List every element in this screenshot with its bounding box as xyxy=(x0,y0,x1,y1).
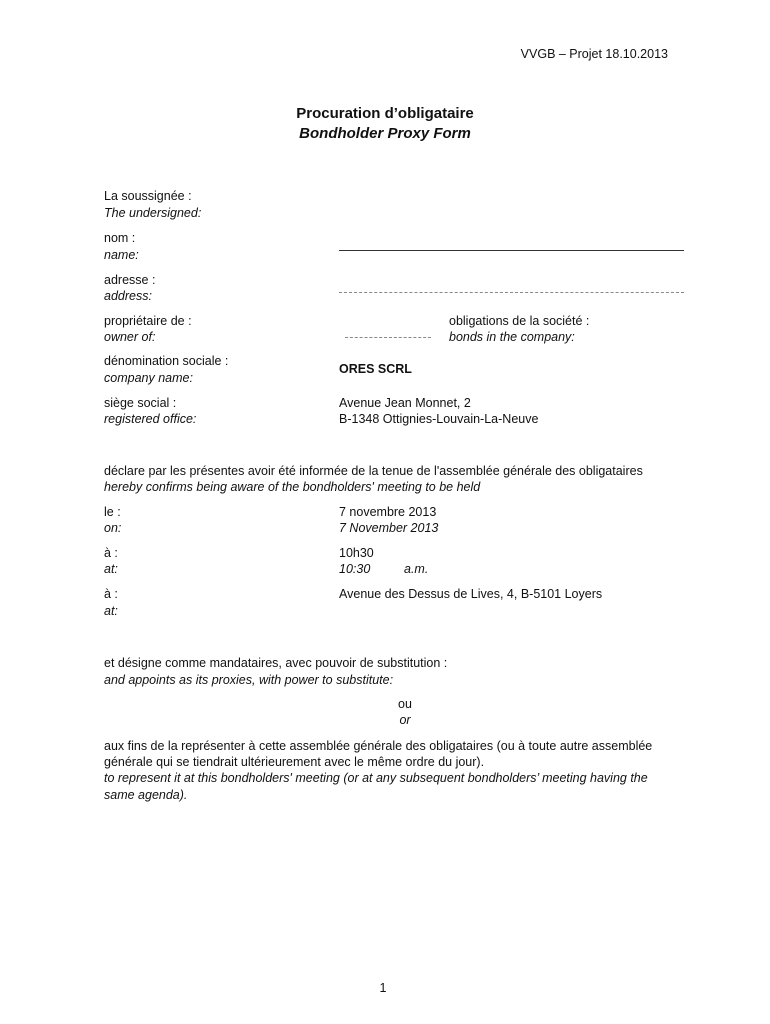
address-label-fr: adresse : xyxy=(104,273,156,287)
time-label-en: at: xyxy=(104,562,118,576)
registered-office-label-en: registered office: xyxy=(104,412,197,426)
registered-office-label-fr: siège social : xyxy=(104,396,177,410)
time-value-en: 10:30 xyxy=(339,562,371,576)
company-name-label-fr: dénomination sociale : xyxy=(104,354,229,368)
date-label-en: on: xyxy=(104,521,122,535)
place-label-en: at: xyxy=(104,604,118,618)
name-label-fr: nom : xyxy=(104,231,136,245)
date-value-fr: 7 novembre 2013 xyxy=(339,505,437,519)
time-value-fr: 10h30 xyxy=(339,546,374,560)
registered-office-line2: B-1348 Ottignies-Louvain-La-Neuve xyxy=(339,412,539,426)
bonds-label-fr: obligations de la société : xyxy=(449,314,590,328)
or-label-fr: ou xyxy=(398,697,412,711)
document-reference: VVGB – Projet 18.10.2013 xyxy=(520,47,668,61)
purpose-text-en-line1: to represent it at this bondholders' meeting (or at any subsequent bondholders’ meeting having the xyxy=(104,771,648,785)
purpose-text-en-line2: same agenda). xyxy=(104,788,188,802)
registered-office-line1: Avenue Jean Monnet, 2 xyxy=(339,396,471,410)
name-label-en: name: xyxy=(104,248,139,262)
undersigned-label-en: The undersigned: xyxy=(104,206,202,220)
declaration-text-fr: déclare par les présentes avoir été informée de la tenue de l'assemblée générale des obligataires xyxy=(104,464,643,478)
proxies-text-en: and appoints as its proxies, with power to substitute: xyxy=(104,673,394,687)
address-entry-line[interactable] xyxy=(339,292,684,293)
owner-label-en: owner of: xyxy=(104,330,156,344)
name-entry-line[interactable] xyxy=(339,250,684,251)
time-label-fr: à : xyxy=(104,546,118,560)
address-label-en: address: xyxy=(104,289,152,303)
proxies-text-fr: et désigne comme mandataires, avec pouvoir de substitution : xyxy=(104,656,448,670)
place-value: Avenue des Dessus de Lives, 4, B-5101 Loyers xyxy=(339,587,603,601)
page-subtitle: Bondholder Proxy Form xyxy=(299,125,471,142)
time-ampm: a.m. xyxy=(404,562,429,576)
bonds-label-en: bonds in the company: xyxy=(449,330,575,344)
date-label-fr: le : xyxy=(104,505,121,519)
purpose-text-fr-line2: générale qui se tiendrait ultérieurement avec le même ordre du jour). xyxy=(104,755,485,769)
page-number: 1 xyxy=(379,981,387,995)
company-name-value: ORES SCRL xyxy=(339,362,412,376)
bond-quantity-line[interactable] xyxy=(345,337,431,338)
place-label-fr: à : xyxy=(104,587,118,601)
company-name-label-en: company name: xyxy=(104,371,193,385)
owner-label-fr: propriétaire de : xyxy=(104,314,192,328)
page-title: Procuration d’obligataire xyxy=(296,105,474,122)
purpose-text-fr-line1: aux fins de la représenter à cette assemblée générale des obligataires (ou à toute autre assemblée xyxy=(104,739,653,753)
undersigned-label-fr: La soussignée : xyxy=(104,189,192,203)
date-value-en: 7 November 2013 xyxy=(339,521,439,535)
or-label-en: or xyxy=(399,713,411,727)
declaration-text-en: hereby confirms being aware of the bondholders' meeting to be held xyxy=(104,480,481,494)
